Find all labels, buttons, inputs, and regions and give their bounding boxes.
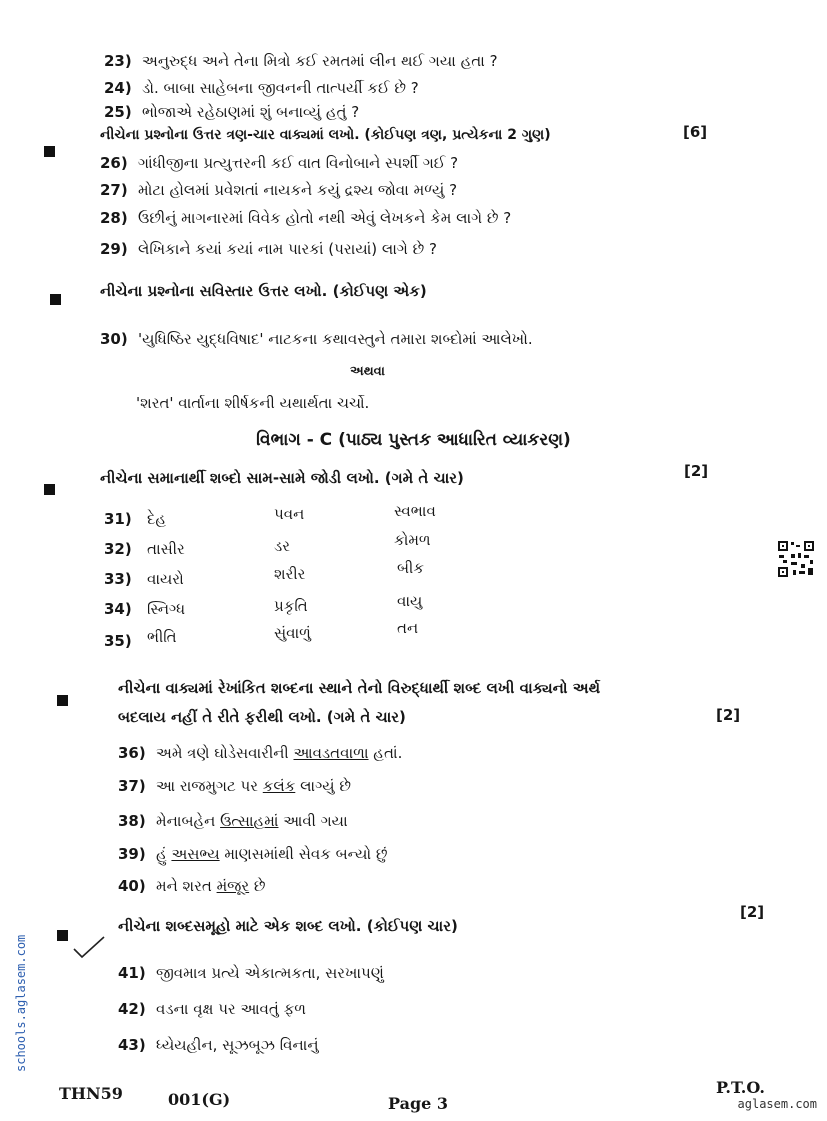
- question-number: 39): [118, 845, 146, 863]
- synonym-word-c: તન: [397, 619, 419, 637]
- question-text: મોટા હોલમાં પ્રવેશતાં નાયકને કયું દ્રશ્ય જોવા મળ્યું ?: [138, 181, 458, 199]
- qr-code-icon: [777, 540, 815, 578]
- footer-pto: P.T.O.: [716, 1078, 765, 1097]
- question-number: 28): [100, 209, 128, 227]
- question-number: 38): [118, 812, 146, 830]
- question-23: [104, 52, 498, 70]
- question-text: ઉછીનું માગનારમાં વિવેક હોતો નથી એવું લેખકને કેમ લાગે છે ?: [138, 209, 512, 227]
- synonym-word-a: વાયરો: [147, 570, 184, 588]
- question-number: 41): [118, 964, 146, 982]
- check-mark-icon: [72, 935, 106, 961]
- marks-short: [6]: [683, 123, 708, 141]
- synonym-word-a: દેહ: [147, 510, 167, 528]
- synonym-word-c: સ્વભાવ: [394, 502, 436, 520]
- question-number: 42): [118, 1000, 146, 1018]
- section-heading-short: નીચેના પ્રશ્નોના ઉત્તર ત્રણ-ચાર વાક્યમાં લખો. (કોઈપણ ત્રણ, પ્રત્યેકના 2 ગુણ): [100, 127, 551, 143]
- sentence-after: આવી ગયા: [278, 812, 348, 830]
- question-text: ડો. બાબા સાહેબના જીવનની તાત્પર્યી કઈ છે ?: [142, 79, 419, 97]
- question-43: [118, 1036, 319, 1054]
- sentence-after: હતાં.: [368, 744, 403, 762]
- question-number: 24): [104, 79, 132, 97]
- synonym-word-b: પ્રકૃતિ: [274, 597, 308, 615]
- question-25: [104, 103, 359, 121]
- section-bullet: [44, 484, 55, 495]
- sentence-before: હું: [156, 845, 172, 863]
- question-text: ગાંધીજીના પ્રત્યુત્તરની કઈ વાત વિનોબાને સ્પર્શી ગઈ ?: [138, 154, 459, 172]
- question-27: [100, 181, 457, 199]
- question-26: [100, 154, 458, 172]
- synonym-word-b: પવન: [274, 505, 305, 523]
- question-30: [100, 330, 533, 348]
- sentence-after: માણસમાંથી સેવક બન્યો છું: [219, 845, 388, 863]
- sentence-after: લાગ્યું છે: [295, 777, 351, 795]
- section-heading-oneword: નીચેના શબ્દસમૂહો માટે એક શબ્દ લખો. (કોઈપણ ચાર): [118, 917, 458, 935]
- question-number: 36): [118, 744, 146, 762]
- underlined-word: મંજૂર: [216, 877, 250, 895]
- question-number: 29): [100, 240, 128, 258]
- question-text: ભોજાએ રહેઠાણમાં શું બનાવ્યું હતું ?: [142, 103, 360, 121]
- marks-oneword: [2]: [740, 903, 765, 921]
- question-40: [118, 877, 266, 895]
- section-heading-synonyms: નીચેના સમાનાર્થી શબ્દો સામ-સામે જોડી લખો. (ગમે તે ચાર): [100, 469, 464, 487]
- question-number: 31): [104, 510, 132, 528]
- question-text: 'યુધિષ્ઠિર યુદ્ધવિષાદ' નાટકના કથાવસ્તુને તમારા શબ્દોમાં આલેખો.: [138, 330, 533, 348]
- question-42: [118, 1000, 306, 1018]
- synonym-word-a: ભીતિ: [147, 628, 177, 646]
- section-c-title: વિભાગ - C (પાઠ્ય પુસ્તક આધારિત વ્યાકરણ): [256, 430, 571, 450]
- section-heading-antonyms-line2: બદલાય નહીં તે રીતે ફરીથી લખો. (ગમે તે ચાર): [118, 708, 406, 726]
- question-28: [100, 209, 511, 227]
- sentence-after: છે: [249, 877, 266, 895]
- question-number: 35): [104, 632, 132, 650]
- question-number: 37): [118, 777, 146, 795]
- underlined-word: આવડતવાળા: [293, 744, 369, 762]
- question-text: લેખિકાને કયાં કયાં નામ પારકાં (પરાયાં) લાગે છે ?: [138, 240, 437, 258]
- synonym-word-c: વાયુ: [397, 592, 423, 610]
- question-number: 34): [104, 600, 132, 618]
- question-number: 25): [104, 103, 132, 121]
- footer-code: THN59: [59, 1084, 123, 1103]
- question-38: [118, 812, 348, 830]
- underlined-word: કલંક: [262, 777, 296, 795]
- synonym-word-a: તાસીર: [147, 540, 185, 558]
- section-heading-antonyms-line1: નીચેના વાક્યમાં રેખાંકિત શબ્દના સ્થાને તેનો વિરુદ્ધાર્થી શબ્દ લખી વાક્યનો અર્થ: [118, 679, 601, 697]
- question-30-alternative: 'શરત' વાર્તાના શીર્ષકની યથાર્થતા ચર્ચો.: [136, 394, 370, 412]
- section-bullet: [57, 930, 68, 941]
- question-number: 43): [118, 1036, 146, 1054]
- question-number: 27): [100, 181, 128, 199]
- footer-page: Page 3: [388, 1094, 449, 1113]
- synonym-word-b: શરીર: [274, 565, 306, 583]
- question-number: 23): [104, 52, 132, 70]
- question-number: 33): [104, 570, 132, 588]
- question-39: [118, 845, 388, 863]
- question-37: [118, 777, 351, 795]
- sentence-before: આ રાજમુગટ પર: [156, 777, 263, 795]
- section-bullet: [44, 146, 55, 157]
- question-text: ધ્યેયહીન, સૂઝબૂઝ વિનાનું: [156, 1036, 319, 1054]
- marks-antonyms: [2]: [716, 706, 741, 724]
- question-number: 26): [100, 154, 128, 172]
- underlined-word: અસભ્ય: [171, 845, 220, 863]
- section-bullet: [50, 294, 61, 305]
- question-text: અનુરુદ્ધ અને તેના મિત્રો કઈ રમતમાં લીન થઈ ગયા હતા ?: [142, 52, 498, 70]
- synonym-word-b: ડર: [274, 537, 290, 555]
- footer-paper: 001(G): [168, 1090, 231, 1109]
- question-41: [118, 964, 384, 982]
- question-number: 32): [104, 540, 132, 558]
- side-watermark: schools.aglasem.com: [14, 934, 28, 1072]
- question-text: વડના વૃક્ષ પર આવતું ફળ: [156, 1000, 307, 1018]
- underlined-word: ઉત્સાહમાં: [220, 812, 279, 830]
- question-number: 30): [100, 330, 128, 348]
- section-bullet: [57, 695, 68, 706]
- synonym-word-c: બીક: [397, 559, 424, 577]
- question-number: 40): [118, 877, 146, 895]
- sentence-before: મેનાબહેન: [156, 812, 221, 830]
- synonym-word-b: સુંવાળું: [274, 624, 311, 642]
- synonym-word-c: કોમળ: [394, 531, 431, 549]
- or-label: અથવા: [350, 364, 385, 379]
- sentence-before: અમે ત્રણે ઘોડેસવારીની: [156, 744, 294, 762]
- marks-synonyms: [2]: [684, 462, 709, 480]
- question-24: [104, 79, 419, 97]
- question-text: જીવમાત્ર પ્રત્યે એકાત્મકતા, સરખાપણું: [156, 964, 384, 982]
- synonym-word-a: સ્નિગ્ધ: [147, 600, 186, 618]
- question-29: [100, 240, 437, 258]
- section-heading-long: નીચેના પ્રશ્નોના સવિસ્તાર ઉત્તર લખો. (કોઈપણ એક): [100, 282, 427, 300]
- sentence-before: મને શરત: [156, 877, 217, 895]
- corner-watermark: aglasem.com: [737, 1097, 817, 1111]
- question-36: [118, 744, 402, 762]
